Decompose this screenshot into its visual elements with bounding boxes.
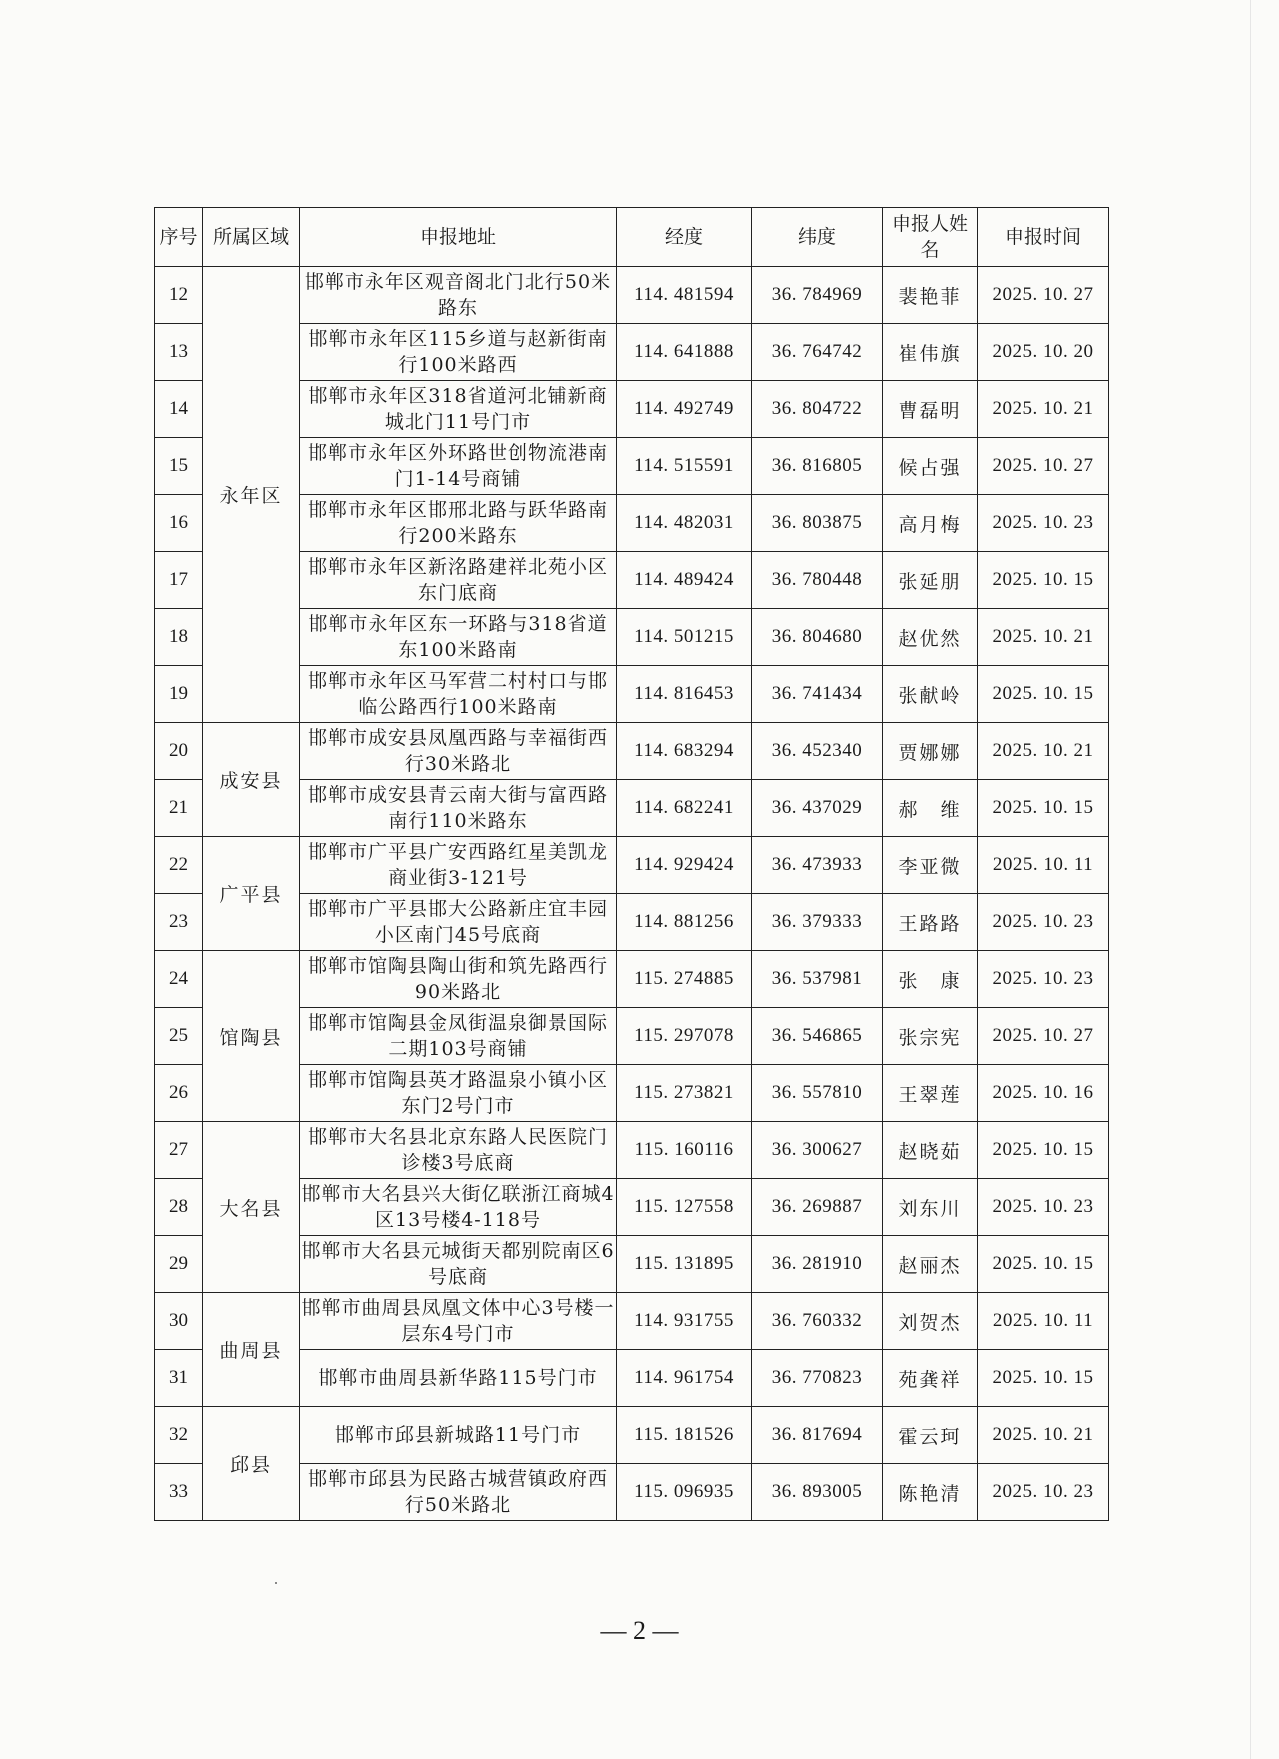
header-latitude: 纬度 [752,208,883,267]
address-cell: 邯郸市永年区115乡道与赵新街南行100米路西 [300,324,617,381]
address-cell: 邯郸市大名县北京东路人民医院门诊楼3号底商 [300,1122,617,1179]
latitude-cell: 36. 300627 [752,1122,883,1179]
table-row [155,1407,1109,1464]
row-index: 15 [155,438,203,495]
date-cell: 2025. 10. 21 [978,381,1109,438]
longitude-cell: 115. 297078 [617,1008,752,1065]
address-cell: 邯郸市曲周县新华路115号门市 [300,1350,617,1407]
applicant-cell: 高月梅 [883,495,978,552]
longitude-cell: 114. 489424 [617,552,752,609]
region-cell: 邱县 [203,1407,300,1521]
longitude-cell: 115. 274885 [617,951,752,1008]
longitude-cell: 114. 501215 [617,609,752,666]
row-index: 14 [155,381,203,438]
applicant-cell: 候占强 [883,438,978,495]
region-cell: 广平县 [203,837,300,951]
address-cell: 邯郸市永年区马军营二村村口与邯临公路西行100米路南 [300,666,617,723]
date-cell: 2025. 10. 27 [978,267,1109,324]
row-index: 30 [155,1293,203,1350]
address-cell: 邯郸市邱县新城路11号门市 [300,1407,617,1464]
date-cell: 2025. 10. 27 [978,438,1109,495]
address-cell: 邯郸市永年区318省道河北铺新商城北门11号门市 [300,381,617,438]
applicant-cell: 张延朋 [883,552,978,609]
row-index: 23 [155,894,203,951]
longitude-cell: 114. 515591 [617,438,752,495]
date-cell: 2025. 10. 23 [978,1464,1109,1521]
row-index: 17 [155,552,203,609]
row-index: 33 [155,1464,203,1521]
row-index: 29 [155,1236,203,1293]
region-cell: 曲周县 [203,1293,300,1407]
longitude-cell: 115. 181526 [617,1407,752,1464]
date-cell: 2025. 10. 23 [978,951,1109,1008]
applicant-cell: 刘贺杰 [883,1293,978,1350]
date-cell: 2025. 10. 27 [978,1008,1109,1065]
latitude-cell: 36. 804680 [752,609,883,666]
applicant-cell: 贾娜娜 [883,723,978,780]
page-edge-line [1250,0,1251,1759]
table-row [155,837,1109,894]
longitude-cell: 114. 682241 [617,780,752,837]
region-cell: 馆陶县 [203,951,300,1122]
longitude-cell: 114. 929424 [617,837,752,894]
address-cell: 邯郸市成安县青云南大街与富西路南行110米路东 [300,780,617,837]
address-cell: 邯郸市成安县凤凰西路与幸福街西行30米路北 [300,723,617,780]
header-applicant: 申报人姓名 [883,208,978,267]
latitude-cell: 36. 804722 [752,381,883,438]
address-cell: 邯郸市大名县兴大街亿联浙江商城4区13号楼4-118号 [300,1179,617,1236]
header-region: 所属区域 [203,208,300,267]
address-cell: 邯郸市馆陶县英才路温泉小镇小区东门2号门市 [300,1065,617,1122]
row-index: 22 [155,837,203,894]
header-address: 申报地址 [300,208,617,267]
applicant-cell: 王路路 [883,894,978,951]
applicant-cell: 张 康 [883,951,978,1008]
longitude-cell: 114. 482031 [617,495,752,552]
applicant-cell: 曹磊明 [883,381,978,438]
latitude-cell: 36. 281910 [752,1236,883,1293]
latitude-cell: 36. 770823 [752,1350,883,1407]
row-index: 32 [155,1407,203,1464]
address-cell: 邯郸市永年区邯邢北路与跃华路南行200米路东 [300,495,617,552]
longitude-cell: 114. 961754 [617,1350,752,1407]
row-index: 12 [155,267,203,324]
longitude-cell: 114. 481594 [617,267,752,324]
registration-table [154,207,1109,1521]
row-index: 19 [155,666,203,723]
latitude-cell: 36. 893005 [752,1464,883,1521]
header-longitude: 经度 [617,208,752,267]
applicant-cell: 李亚微 [883,837,978,894]
row-index: 13 [155,324,203,381]
page-number: — 2 — [600,1616,679,1645]
address-cell: 邯郸市广平县邯大公路新庄宜丰园小区南门45号底商 [300,894,617,951]
latitude-cell: 36. 741434 [752,666,883,723]
latitude-cell: 36. 546865 [752,1008,883,1065]
date-cell: 2025. 10. 11 [978,1293,1109,1350]
latitude-cell: 36. 764742 [752,324,883,381]
applicant-cell: 赵丽杰 [883,1236,978,1293]
date-cell: 2025. 10. 23 [978,894,1109,951]
applicant-cell: 崔伟旗 [883,324,978,381]
header-index: 序号 [155,208,203,267]
latitude-cell: 36. 379333 [752,894,883,951]
address-cell: 邯郸市大名县元城街天都别院南区6号底商 [300,1236,617,1293]
longitude-cell: 115. 160116 [617,1122,752,1179]
applicant-cell: 张献岭 [883,666,978,723]
applicant-cell: 赵优然 [883,609,978,666]
table-row [155,723,1109,780]
date-cell: 2025. 10. 15 [978,780,1109,837]
table-row [155,1293,1109,1350]
longitude-cell: 114. 881256 [617,894,752,951]
row-index: 18 [155,609,203,666]
latitude-cell: 36. 780448 [752,552,883,609]
longitude-cell: 114. 931755 [617,1293,752,1350]
table-row [155,267,1109,324]
date-cell: 2025. 10. 11 [978,837,1109,894]
row-index: 28 [155,1179,203,1236]
longitude-cell: 114. 816453 [617,666,752,723]
table-row [155,951,1109,1008]
date-cell: 2025. 10. 21 [978,723,1109,780]
scan-speck [275,1582,277,1584]
longitude-cell: 114. 641888 [617,324,752,381]
applicant-cell: 赵晓茹 [883,1122,978,1179]
region-cell: 大名县 [203,1122,300,1293]
latitude-cell: 36. 473933 [752,837,883,894]
latitude-cell: 36. 452340 [752,723,883,780]
latitude-cell: 36. 557810 [752,1065,883,1122]
applicant-cell: 裴艳菲 [883,267,978,324]
date-cell: 2025. 10. 15 [978,1122,1109,1179]
row-index: 20 [155,723,203,780]
latitude-cell: 36. 269887 [752,1179,883,1236]
date-cell: 2025. 10. 20 [978,324,1109,381]
longitude-cell: 115. 127558 [617,1179,752,1236]
latitude-cell: 36. 537981 [752,951,883,1008]
longitude-cell: 114. 683294 [617,723,752,780]
date-cell: 2025. 10. 21 [978,609,1109,666]
row-index: 31 [155,1350,203,1407]
table-header-row [155,208,1109,267]
row-index: 24 [155,951,203,1008]
address-cell: 邯郸市永年区观音阁北门北行50米路东 [300,267,617,324]
table-row [155,1122,1109,1179]
applicant-cell: 张宗宪 [883,1008,978,1065]
latitude-cell: 36. 816805 [752,438,883,495]
address-cell: 邯郸市永年区新洺路建祥北苑小区东门底商 [300,552,617,609]
date-cell: 2025. 10. 21 [978,1407,1109,1464]
applicant-cell: 苑龚祥 [883,1350,978,1407]
applicant-cell: 郝 维 [883,780,978,837]
date-cell: 2025. 10. 23 [978,1179,1109,1236]
region-cell: 成安县 [203,723,300,837]
date-cell: 2025. 10. 16 [978,1065,1109,1122]
date-cell: 2025. 10. 23 [978,495,1109,552]
latitude-cell: 36. 817694 [752,1407,883,1464]
latitude-cell: 36. 784969 [752,267,883,324]
row-index: 25 [155,1008,203,1065]
address-cell: 邯郸市馆陶县金凤街温泉御景国际二期103号商铺 [300,1008,617,1065]
row-index: 26 [155,1065,203,1122]
date-cell: 2025. 10. 15 [978,1350,1109,1407]
address-cell: 邯郸市广平县广安西路红星美凯龙商业街3-121号 [300,837,617,894]
latitude-cell: 36. 760332 [752,1293,883,1350]
longitude-cell: 115. 131895 [617,1236,752,1293]
date-cell: 2025. 10. 15 [978,1236,1109,1293]
region-cell: 永年区 [203,267,300,723]
longitude-cell: 114. 492749 [617,381,752,438]
applicant-cell: 王翠莲 [883,1065,978,1122]
row-index: 21 [155,780,203,837]
latitude-cell: 36. 803875 [752,495,883,552]
row-index: 16 [155,495,203,552]
row-index: 27 [155,1122,203,1179]
address-cell: 邯郸市邱县为民路古城营镇政府西行50米路北 [300,1464,617,1521]
address-cell: 邯郸市永年区东一环路与318省道东100米路南 [300,609,617,666]
applicant-cell: 刘东川 [883,1179,978,1236]
longitude-cell: 115. 096935 [617,1464,752,1521]
applicant-cell: 霍云珂 [883,1407,978,1464]
applicant-cell: 陈艳清 [883,1464,978,1521]
latitude-cell: 36. 437029 [752,780,883,837]
address-cell: 邯郸市曲周县凤凰文体中心3号楼一层东4号门市 [300,1293,617,1350]
address-cell: 邯郸市永年区外环路世创物流港南门1-14号商铺 [300,438,617,495]
address-cell: 邯郸市馆陶县陶山街和筑先路西行90米路北 [300,951,617,1008]
date-cell: 2025. 10. 15 [978,666,1109,723]
header-date: 申报时间 [978,208,1109,267]
date-cell: 2025. 10. 15 [978,552,1109,609]
longitude-cell: 115. 273821 [617,1065,752,1122]
